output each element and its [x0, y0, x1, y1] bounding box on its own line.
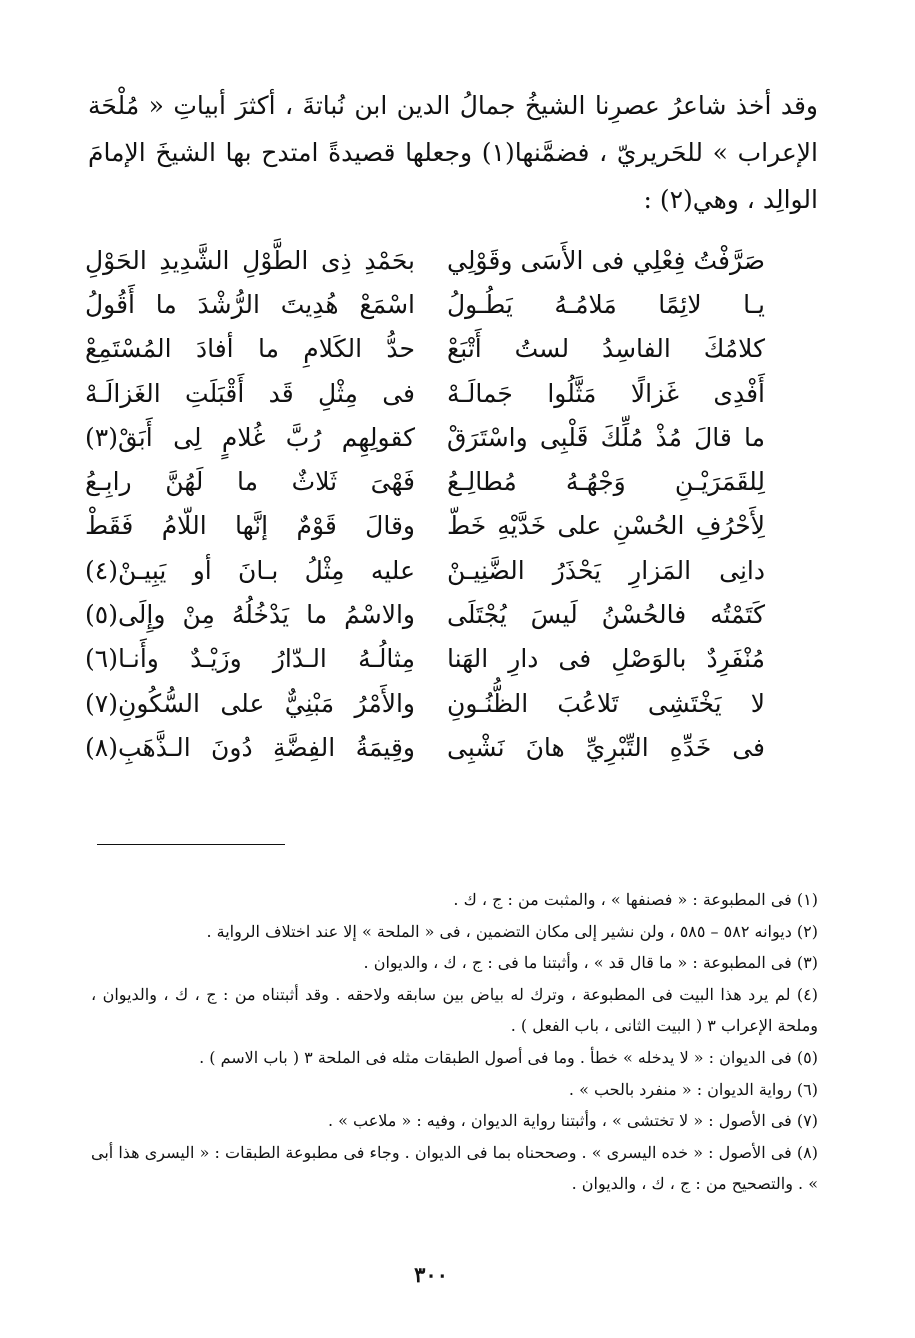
verse-second-hemistich: والاسْمُ ما يَدْخُلُهُ مِنْ وإِلَى(٥): [85, 600, 415, 630]
verse-first-hemistich: أَفْدِى غَزالًا مَثَّلُوا جَمالَـهْ: [447, 378, 765, 408]
verse-first-hemistich: صَرَّفْتُ فِعْلِي فى الأَسَى وقَوْلِي: [447, 245, 765, 275]
poem-verse: [85, 371, 765, 415]
verse-first-hemistich: دانِى المَزارِ يَحْذَرُ الضَّنِيـنْ: [447, 555, 765, 585]
verse-second-hemistich: كقولِهِم رُبَّ غُلامٍ لِى أَبَقْ(٣): [85, 422, 415, 452]
verse-second-hemistich: وقالَ قَوْمٌ إنَّها اللّامُ فَقَطْ: [85, 511, 415, 541]
footnote: (١) فى المطبوعة : « فصنفها » ، والمثبت من : ج ، ك .: [453, 890, 818, 909]
footnote: (٦) رواية الديوان : « منفرد بالحب » .: [568, 1079, 818, 1099]
verse-second-hemistich: فَهْىَ ثَلاثٌ ما لَهُنَّ رابِـعُ: [85, 467, 415, 497]
verse-first-hemistich: كلامُكَ الفاسِدُ لستُ أَتْبَعْ: [447, 334, 765, 364]
poem-verse: [85, 415, 765, 459]
verse-first-hemistich: مُنْفَرِدٌ بالوَصْلِ فى دارِ الهَنا: [447, 644, 765, 674]
footnote: (٧) فى الأصول : « لا تختشى » ، وأثبتنا رواية الديوان ، وفيه : « ملاعب » .: [327, 1111, 818, 1131]
poem-verse: [85, 681, 765, 725]
footnote: (٥) فى الديوان : « لا يدخله » خطأ . وما فى أصول الطبقات مثله فى الملحة ٣ ( باب الاسم ) .: [199, 1047, 818, 1067]
poem-verse: [85, 637, 765, 681]
verse-first-hemistich: لا يَخْتَشِى تَلاعُبَ الظُّنُـونِ: [447, 688, 765, 718]
verse-first-hemistich: لِلقَمَرَيْـنِ وَجْهُـهُ مُطالِـعُ: [447, 467, 765, 497]
intro-text: وقد أخذ شاعرُ عصرِنا الشيخُ جمالُ الدين ابن نُباتةَ ، أكثرَ أبياتِ « مُلْحَة الإعراب » للحَريريّ ، فضمَّنها(١) وجعلها قصيدةً امتدح بها الشيخَ الإمامَ الوالِد ، وهي(٢) :: [88, 91, 818, 214]
verse-second-hemistich: والأَمْرُ مَبْنِيٌّ على السُّكُونِ(٧): [85, 688, 415, 718]
footnote: (٤) لم يرد هذا البيت فى المطبوعة ، وترك له بياض بين سابقه ولاحقه . وقد أثبتناه من : ج ، ك ، والديوان ، وملحة الإعراب ٣ ( البيت الثانى ، باب الفعل ) .: [91, 984, 818, 1036]
verse-second-hemistich: بحَمْدِ ذِى الطَّوْلِ الشَّدِيدِ الحَوْلِ: [85, 245, 415, 275]
poem-verse: [85, 282, 765, 326]
intro-paragraph: [88, 82, 818, 223]
verse-second-hemistich: عليه مِثْلُ بـانَ أو يَبِيـنْ(٤): [85, 555, 415, 585]
verse-second-hemistich: حدُّ الكَلامِ ما أفادَ المُسْتَمِعْ: [85, 334, 415, 364]
poem-verse: [85, 238, 765, 282]
verse-first-hemistich: يـا لائِمًا مَلامُـهُ يَطُـولُ: [447, 289, 765, 319]
page-number: ٣٠٠: [414, 1262, 448, 1287]
verse-first-hemistich: كَتَمْتُه فالحُسْنُ لَيسَ يُجْتَلَى: [447, 600, 765, 630]
poem-verse: [85, 459, 765, 503]
footnote: (٣) فى المطبوعة : « ما قال قد » ، وأثبتنا ما فى : ج ، ك ، والديوان .: [363, 953, 818, 973]
poem-verse: [85, 327, 765, 371]
verse-second-hemistich: مِثالُـهُ الـدّارُ وزَيْـدٌ وأَنـا(٦): [85, 644, 415, 674]
poem-verse: [85, 592, 765, 636]
verse-second-hemistich: اسْمَعْ هُدِيتَ الرُّشْدَ ما أَقُولُ: [85, 289, 415, 319]
footnotes: [91, 884, 818, 1200]
footnote: (٢) ديوانه ٥٨٢ – ٥٨٥ ، ولن نشير إلى مكان التضمين ، فى « الملحة » إلا عند اختلاف الرواية .: [206, 921, 818, 941]
verse-first-hemistich: ما قالَ مُذْ مُلِّكَ قَلْبِى واسْتَرَقْ: [447, 422, 765, 452]
verse-second-hemistich: فى مِثْلِ قَد أَقْبَلَتِ الغَزالَـهْ: [85, 378, 415, 408]
verse-first-hemistich: لِأَحْرُفِ الحُسْنِ على خَدَّيْهِ خَطّ: [447, 511, 765, 541]
poem: [85, 238, 765, 770]
footnote-separator: [97, 844, 285, 845]
verse-second-hemistich: وقِيمَةُ الفِضَّةِ دُونَ الـذَّهَبِ(٨): [85, 732, 415, 762]
poem-verse: [85, 504, 765, 548]
poem-verse: [85, 725, 765, 769]
poem-verse: [85, 548, 765, 592]
verse-first-hemistich: فى خَدِّهِ التِّبْرِيِّ هانَ نَشْبِى: [447, 732, 765, 762]
footnote: (٨) فى الأصول : « خده اليسرى » . وصححناه بما فى الديوان . وجاء فى مطبوعة الطبقات : « اليسرى هذا أبى » . والتصحيح من : ج ، ك ، والديوان .: [91, 1142, 818, 1194]
